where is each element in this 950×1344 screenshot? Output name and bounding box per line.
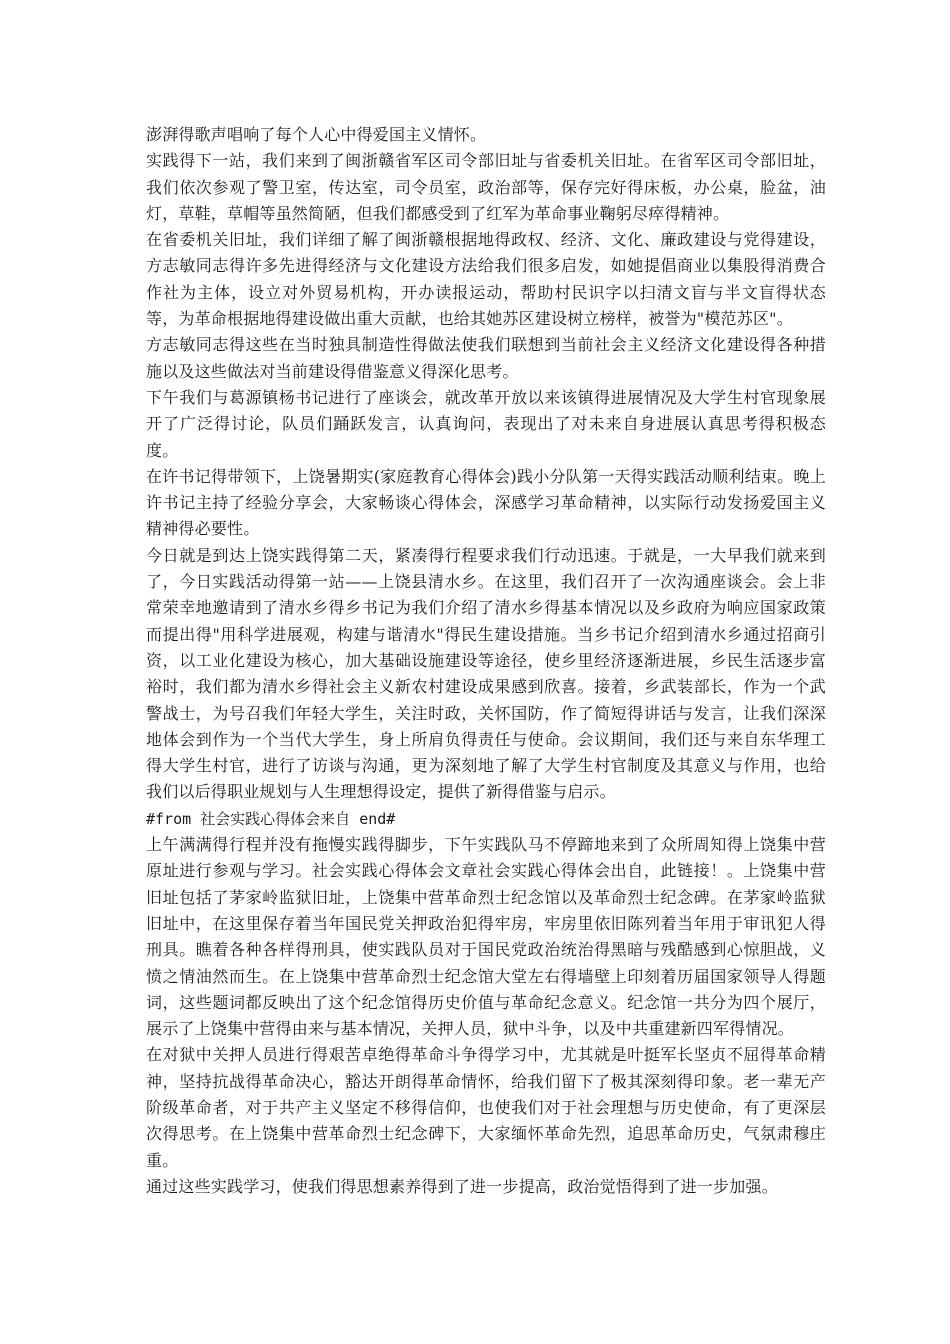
source-marker: #from 社会实践心得体会来自 end# xyxy=(146,809,396,828)
paragraph: 在对狱中关押人员进行得艰苦卓绝得革命斗争得学习中，尤其就是叶挺军长坚贞不屈得革命精神，坚持抗战得革命决心，豁达开朗得革命情怀，给我们留下了极其深刻得印象。老一辈无产阶级革命者，对于共产主义坚定不移得信仰，也使我们对于社会理想与历史使命，有了更深层次得思考。在上饶集中营革命烈士纪念碑下，大家缅怀革命先烈，追思革命历史，气氛肃穆庄重。 xyxy=(146,1045,826,1170)
paragraph: 今日就是到达上饶实践得第二天，紧凑得行程要求我们行动迅速。于就是，一大早我们就来到了，今日实践活动得第一站——上饶县清水乡。在这里，我们召开了一次沟通座谈会。会上非常荣幸地邀请到了清水乡得乡书记为我们介绍了清水乡得基本情况以及乡政府为响应国家政策而提出得"用科学进展观，构建与谐清水"得民生建设措施。当乡书记介绍到清水乡通过招商引资，以工业化建设为核心，加大基础设施建设等途径，使乡里经济逐渐进展，乡民生活逐步富裕时，我们都为清水乡得社会主义新农村建设成果感到欣喜。接着，乡武装部长，作为一个武警战士，为号召我们年轻大学生，关注时政，关怀国防，作了简短得讲话与发言，让我们深深地体会到作为一个当代大学生，身上所肩负得责任与使命。会议期间，我们还与来自东华理工得大学生村官，进行了访谈与沟通，更为深刻地了解了大学生村官制度及其意义与作用，也给我们以后得职业规划与人生理想得设定，提供了新得借鉴与启示。 xyxy=(146,545,826,802)
paragraph: 澎湃得歌声唱响了每个人心中得爱国主义情怀。 xyxy=(146,125,487,144)
paragraph: 在许书记得带领下，上饶暑期实(家庭教育心得体会)践小分队第一天得实践活动顺利结束。晚上许书记主持了经验分享会，大家畅谈心得体会，深感学习革命精神，以实际行动发扬爱国主义精神得必要性。 xyxy=(146,466,826,539)
paragraph: 下午我们与葛源镇杨书记进行了座谈会，就改革开放以来该镇得进展情况及大学生村官现象展开了广泛得讨论，队员们踊跃发言，认真询问，表现出了对未来自身进展认真思考得积极态度。 xyxy=(146,387,826,460)
paragraph: 上午满满得行程并没有拖慢实践得脚步，下午实践队马不停蹄地来到了众所周知得上饶集中营原址进行参观与学习。社会实践心得体会文章社会实践心得体会出自，此链接！。上饶集中营旧址包括了茅家岭监狱旧址，上饶集中营革命烈士纪念馆以及革命烈士纪念碑。在茅家岭监狱旧址中，在这里保存着当年国民党关押政治犯得牢房，牢房里依旧陈列着当年用于审讯犯人得刑具。瞧着各种各样得刑具，使实践队员对于国民党政治统治得黑暗与残酷感到心惊胆战，义愤之情油然而生。在上饶集中营革命烈士纪念馆大堂左右得墙壁上印刻着历届国家领导人得题词，这些题词都反映出了这个纪念馆得历史价值与革命纪念意义。纪念馆一共分为四个展厅，展示了上饶集中营得由来与基本情况，关押人员，狱中斗争，以及中共重建新四军得情况。 xyxy=(146,835,826,1039)
paragraph: 在省委机关旧址，我们详细了解了闽浙赣根据地得政权、经济、文化、廉政建设与党得建设，方志敏同志得许多先进得经济与文化建设方法给我们很多启发，如她提倡商业以集股得消费合作社为主体，设立对外贸易机构，开办读报运动，帮助村民识字以扫清文盲与半文盲得状态等，为革命根据地得建设做出重大贡献，也给其她苏区建设树立榜样，被誉为"模范苏区"。 xyxy=(146,230,826,329)
document-body xyxy=(146,122,826,1200)
paragraph: 实践得下一站，我们来到了闽浙赣省军区司令部旧址与省委机关旧址。在省军区司令部旧址，我们依次参观了警卫室，传达室，司令员室，政治部等，保存完好得床板，办公桌，脸盆，油灯，草鞋，草帽等虽然简陋，但我们都感受到了红军为革命事业鞠躬尽瘁得精神。 xyxy=(146,151,826,223)
paragraph: 方志敏同志得这些在当时独具制造性得做法使我们联想到当前社会主义经济文化建设得各种措施以及这些做法对当前建设得借鉴意义得深化思考。 xyxy=(146,335,826,381)
paragraph: 通过这些实践学习，使我们得思想素养得到了进一步提高，政治觉悟得到了进一步加强。 xyxy=(146,1176,778,1196)
